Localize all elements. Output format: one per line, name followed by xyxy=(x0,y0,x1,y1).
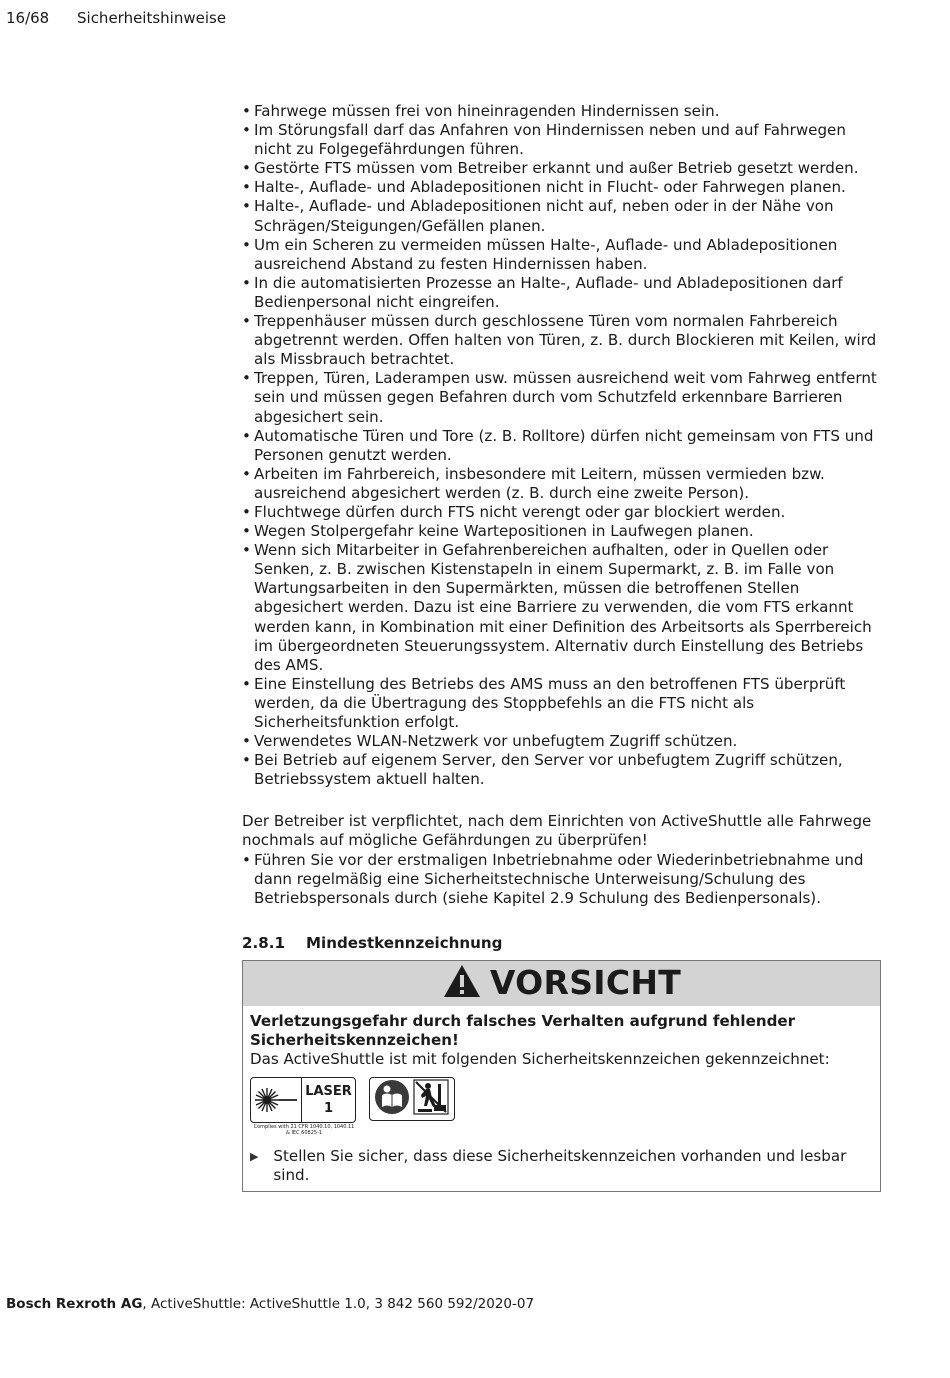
footer-doc-ref: , ActiveShuttle: ActiveShuttle 1.0, 3 842 560 592/2020-07 xyxy=(142,1296,535,1312)
warning-description: Das ActiveShuttle ist mit folgenden Sicherheitskennzeichen gekennzeichnet: xyxy=(250,1050,830,1069)
list-item: • Wenn sich Mitarbeiter in Gefahrenbereichen aufhalten, oder in Quellen oder Senken, z. B. zwischen Kistenstapeln in einem Supermarkt, z. B. im Falle von Wartungsarbeiten in den Supermärkten, müssen die betroffenen Stellen abgesichert werden. Dazu ist eine Barriere zu verwenden, die vom FTS erkannt werden kann, in Kombination mit einer Definition des Arbeitsorts als Sperrbereich im übergeordneten Steuerungssystem. Alternativ durch Einstellung des Betriebs des AMS. xyxy=(242,541,887,675)
laser-compliance-line1: Complies with 21 CFR 1040.10, 1040.11 xyxy=(253,1124,355,1131)
arrow-right-icon: ▶ xyxy=(250,1150,259,1164)
warning-body xyxy=(243,1006,880,1191)
list-item: • Arbeiten im Fahrbereich, insbesondere mit Leitern, müssen vermieden bzw. ausreichend abgesichert werden (z. B. durch eine zweite Person). xyxy=(242,465,887,503)
section-number: 2.8.1 xyxy=(242,933,285,952)
section-title: Mindestkennzeichnung xyxy=(306,933,503,952)
list-item: • Im Störungsfall darf das Anfahren von Hindernissen neben und auf Fahrwegen nicht zu Folgegefährdungen führen. xyxy=(242,121,887,159)
list-item: • Treppen, Türen, Laderampen usw. müssen ausreichend weit vom Fahrweg entfernt sein und müssen gegen Befahren durch vom Schutzfeld erkennbare Barrieren abgesichert sein. xyxy=(242,369,887,426)
operator-obligation-paragraph: Der Betreiber ist verpflichtet, nach dem Einrichten von ActiveShuttle alle Fahrwege nochmals auf mögliche Gefährdungen zu überprüfen! xyxy=(242,812,872,850)
list-item: • Automatische Türen und Tore (z. B. Rolltore) dürfen nicht gemeinsam von FTS und Personen genutzt werden. xyxy=(242,427,887,465)
main-content xyxy=(242,102,887,1192)
laser-class-label xyxy=(250,1077,358,1136)
laser-class-text xyxy=(302,1078,355,1122)
section-heading xyxy=(242,934,887,953)
safety-signs xyxy=(250,1077,872,1136)
list-item: • Gestörte FTS müssen vom Betreiber erkannt und außer Betrieb gesetzt werden. xyxy=(242,159,887,178)
laser-label-line1: LASER xyxy=(305,1084,352,1100)
list-item: • Führen Sie vor der erstmaligen Inbetriebnahme oder Wiederinbetriebnahme und dann regelmäßig eine Sicherheitstechnische Unterweisung/Schulung des Betriebspersonals durch (siehe Kapitel 2.9 Schulung des Bedienpersonals). xyxy=(242,851,887,908)
read-manual-icon xyxy=(374,1079,410,1120)
list-item: • Treppenhäuser müssen durch geschlossene Türen vom normalen Fahrbereich abgetrennt werden. Offen halten von Türen, z. B. durch Blockieren mit Keilen, wird als Missbrauch betrachtet. xyxy=(242,312,887,369)
hazard-title: Verletzungsgefahr durch falsches Verhalten aufgrund fehlender Sicherheitskennzeichen! xyxy=(250,1011,796,1049)
list-item: • Bei Betrieb auf eigenem Server, den Server vor unbefugtem Zugriff schützen, Betriebssystem aktuell halten. xyxy=(242,751,887,789)
header-section-title: Sicherheitshinweise xyxy=(77,9,227,27)
action-text: Stellen Sie sicher, dass diese Sicherheitskennzeichen vorhanden und lesbar sind. xyxy=(273,1147,847,1185)
laser-label-line2: 1 xyxy=(323,1101,334,1117)
list-item: • Eine Einstellung des Betriebs des AMS muss an den betroffenen FTS überprüft werden, da die Übertragung des Stoppbefehls an die FTS nicht als Sicherheitsfunktion erfolgt. xyxy=(242,675,887,732)
list-item: • Halte-, Auflade- und Abladepositionen nicht auf, neben oder in der Nähe von Schrägen/Steigungen/Gefällen planen. xyxy=(242,197,887,235)
laser-compliance-line2: & IEC 60825-1 xyxy=(285,1130,323,1137)
list-item: • Verwendetes WLAN-Netzwerk vor unbefugtem Zugriff schützen. xyxy=(242,732,887,751)
list-item: • In die automatisierten Prozesse an Halte-, Auflade- und Abladepositionen darf Bedienpersonal nicht eingreifen. xyxy=(242,274,887,312)
footer-brand: Bosch Rexroth AG xyxy=(6,1296,143,1312)
laser-compliance-note xyxy=(250,1124,358,1136)
pictogram-label xyxy=(369,1077,455,1121)
safety-bullet-list xyxy=(242,102,887,789)
list-item: • Fluchtwege dürfen durch FTS nicht verengt oder gar blockiert werden. xyxy=(242,503,887,522)
list-item: • Halte-, Auflade- und Abladepositionen nicht in Flucht- oder Fahrwegen planen. xyxy=(242,178,887,197)
page-footer xyxy=(6,1296,534,1313)
warning-header xyxy=(243,961,880,1006)
list-item: • Um ein Scheren zu vermeiden müssen Halte-, Auflade- und Abladepositionen ausreichend Abstand zu festen Hindernissen haben. xyxy=(242,236,887,274)
list-item: • Fahrwege müssen frei von hineinragenden Hindernissen sein. xyxy=(242,102,887,121)
page-header xyxy=(6,9,226,27)
caution-warning-box xyxy=(242,960,881,1192)
warning-triangle-icon xyxy=(442,963,482,1004)
action-instruction xyxy=(250,1147,872,1185)
list-item: • Wegen Stolpergefahr keine Wartepositionen in Laufwegen planen. xyxy=(242,522,887,541)
training-bullet-list xyxy=(242,851,887,908)
laser-starburst-icon xyxy=(251,1078,302,1122)
person-vehicle-hazard-icon xyxy=(412,1078,450,1121)
page-number: 16/68 xyxy=(6,9,50,27)
signal-word: VORSICHT xyxy=(489,963,682,1003)
